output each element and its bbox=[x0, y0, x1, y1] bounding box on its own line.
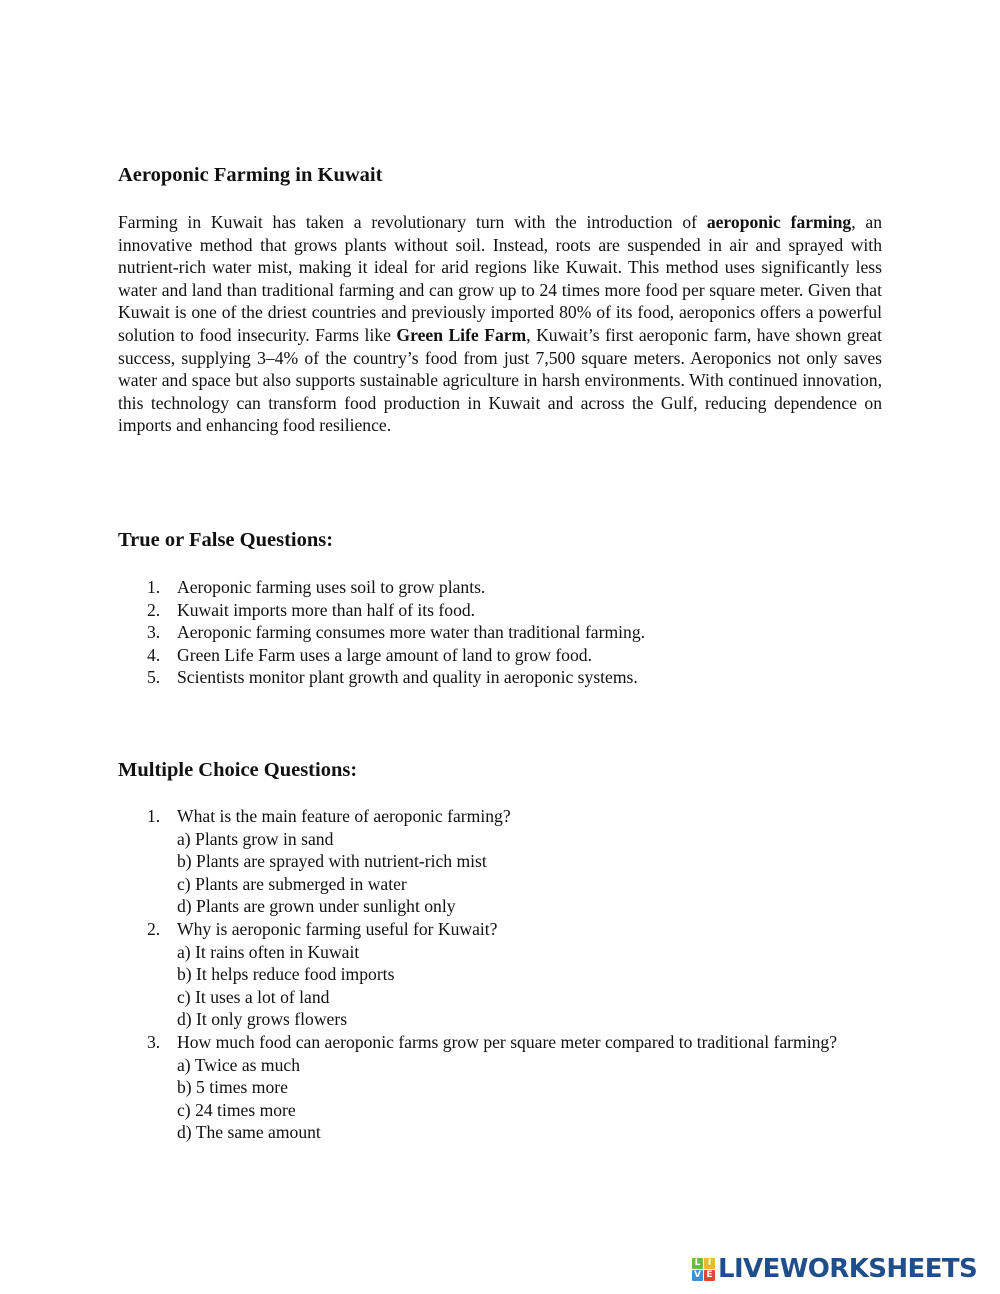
item-text: Aeroponic farming uses soil to grow plants. bbox=[177, 577, 486, 597]
multiple-choice-heading: Multiple Choice Questions: bbox=[118, 759, 358, 781]
option-d: d) Plants are grown under sunlight only bbox=[177, 896, 456, 917]
question-number: 2. bbox=[147, 918, 161, 939]
option-c: c) It uses a lot of land bbox=[177, 986, 330, 1007]
true-false-heading: True or False Questions: bbox=[118, 529, 334, 551]
option-b: b) Plants are sprayed with nutrient-rich mist bbox=[177, 851, 487, 872]
true-false-item bbox=[118, 576, 882, 599]
true-false-item bbox=[118, 621, 882, 644]
true-false-item bbox=[118, 599, 882, 622]
document-title: Aeroponic Farming in Kuwait bbox=[118, 164, 383, 186]
item-text: Kuwait imports more than half of its food. bbox=[177, 599, 476, 620]
multiple-choice-list bbox=[118, 805, 882, 1144]
reading-passage bbox=[118, 211, 882, 437]
option-d: d) It only grows flowers bbox=[177, 1009, 348, 1030]
mc-question-3 bbox=[118, 1031, 882, 1144]
passage-segment: , an innovative method that grows plants without soil. Instead, roots are suspended in air and sprayed with nutrient-rich water mist, making it ideal for arid regions like Kuwait. This method uses significantly less water and land than traditional farming and can grow up to 24 times more food per square meter. Given that Kuwait is one of the driest countries and previously imported 80% of its food, aeroponics offers a powerful solution to food insecurity. Farms like bbox=[118, 212, 883, 345]
item-text: Aeroponic farming consumes more water than traditional farming. bbox=[177, 622, 646, 643]
true-false-item bbox=[118, 644, 882, 667]
passage-segment: Farming in Kuwait has taken a revolutionary turn with the introduction of bbox=[118, 212, 707, 232]
option-a: a) Twice as much bbox=[177, 1054, 301, 1075]
option-b: b) 5 times more bbox=[177, 1077, 288, 1098]
item-number: 4. bbox=[147, 644, 161, 665]
item-text: Scientists monitor plant growth and quality in aeroponic systems. bbox=[177, 667, 638, 688]
question-number: 1. bbox=[147, 806, 161, 826]
option-a: a) Plants grow in sand bbox=[177, 828, 334, 849]
option-a: a) It rains often in Kuwait bbox=[177, 941, 360, 962]
item-number: 2. bbox=[147, 599, 161, 620]
liveworksheets-logo bbox=[692, 1256, 977, 1282]
logo-cell-i: I bbox=[704, 1258, 715, 1269]
true-false-list bbox=[118, 576, 882, 689]
logo-cell-e: E bbox=[704, 1270, 715, 1281]
option-d: d) The same amount bbox=[177, 1122, 321, 1143]
item-text: Green Life Farm uses a large amount of land to grow food. bbox=[177, 644, 592, 665]
item-number: 1. bbox=[147, 577, 161, 597]
question-text: How much food can aeroponic farms grow per square meter compared to traditional farming? bbox=[177, 1031, 838, 1052]
option-c: c) 24 times more bbox=[177, 1099, 296, 1120]
item-number: 5. bbox=[147, 667, 161, 688]
question-number: 3. bbox=[147, 1031, 161, 1052]
passage-keyword-green-life-farm: Green Life Farm bbox=[396, 324, 527, 345]
true-false-item bbox=[118, 666, 882, 689]
option-b: b) It helps reduce food imports bbox=[177, 964, 395, 985]
logo-grid-icon bbox=[692, 1258, 715, 1281]
logo-wordmark: LIVEWORKSHEETS bbox=[718, 1254, 978, 1284]
logo-cell-v: V bbox=[692, 1270, 703, 1281]
logo-cell-l: L bbox=[692, 1258, 703, 1269]
item-number: 3. bbox=[147, 622, 161, 643]
question-text: Why is aeroponic farming useful for Kuwait? bbox=[177, 918, 498, 939]
question-text: What is the main feature of aeroponic farming? bbox=[177, 806, 511, 826]
passage-segment: , Kuwait’s first aeroponic farm, have shown great success, supplying 3–4% of the country’s food from just 7,500 square meters. Aeroponics not only saves water and space but also supports sustainable agriculture in harsh environments. With continued innovation, this technology can transform food production in Kuwait and across the Gulf, reducing dependence on imports and enhancing food resilience. bbox=[118, 324, 882, 436]
mc-question-2 bbox=[118, 918, 882, 1031]
mc-question-1 bbox=[118, 805, 882, 918]
option-c: c) Plants are submerged in water bbox=[177, 873, 407, 894]
passage-keyword-aeroponic-farming: aeroponic farming bbox=[706, 212, 852, 232]
